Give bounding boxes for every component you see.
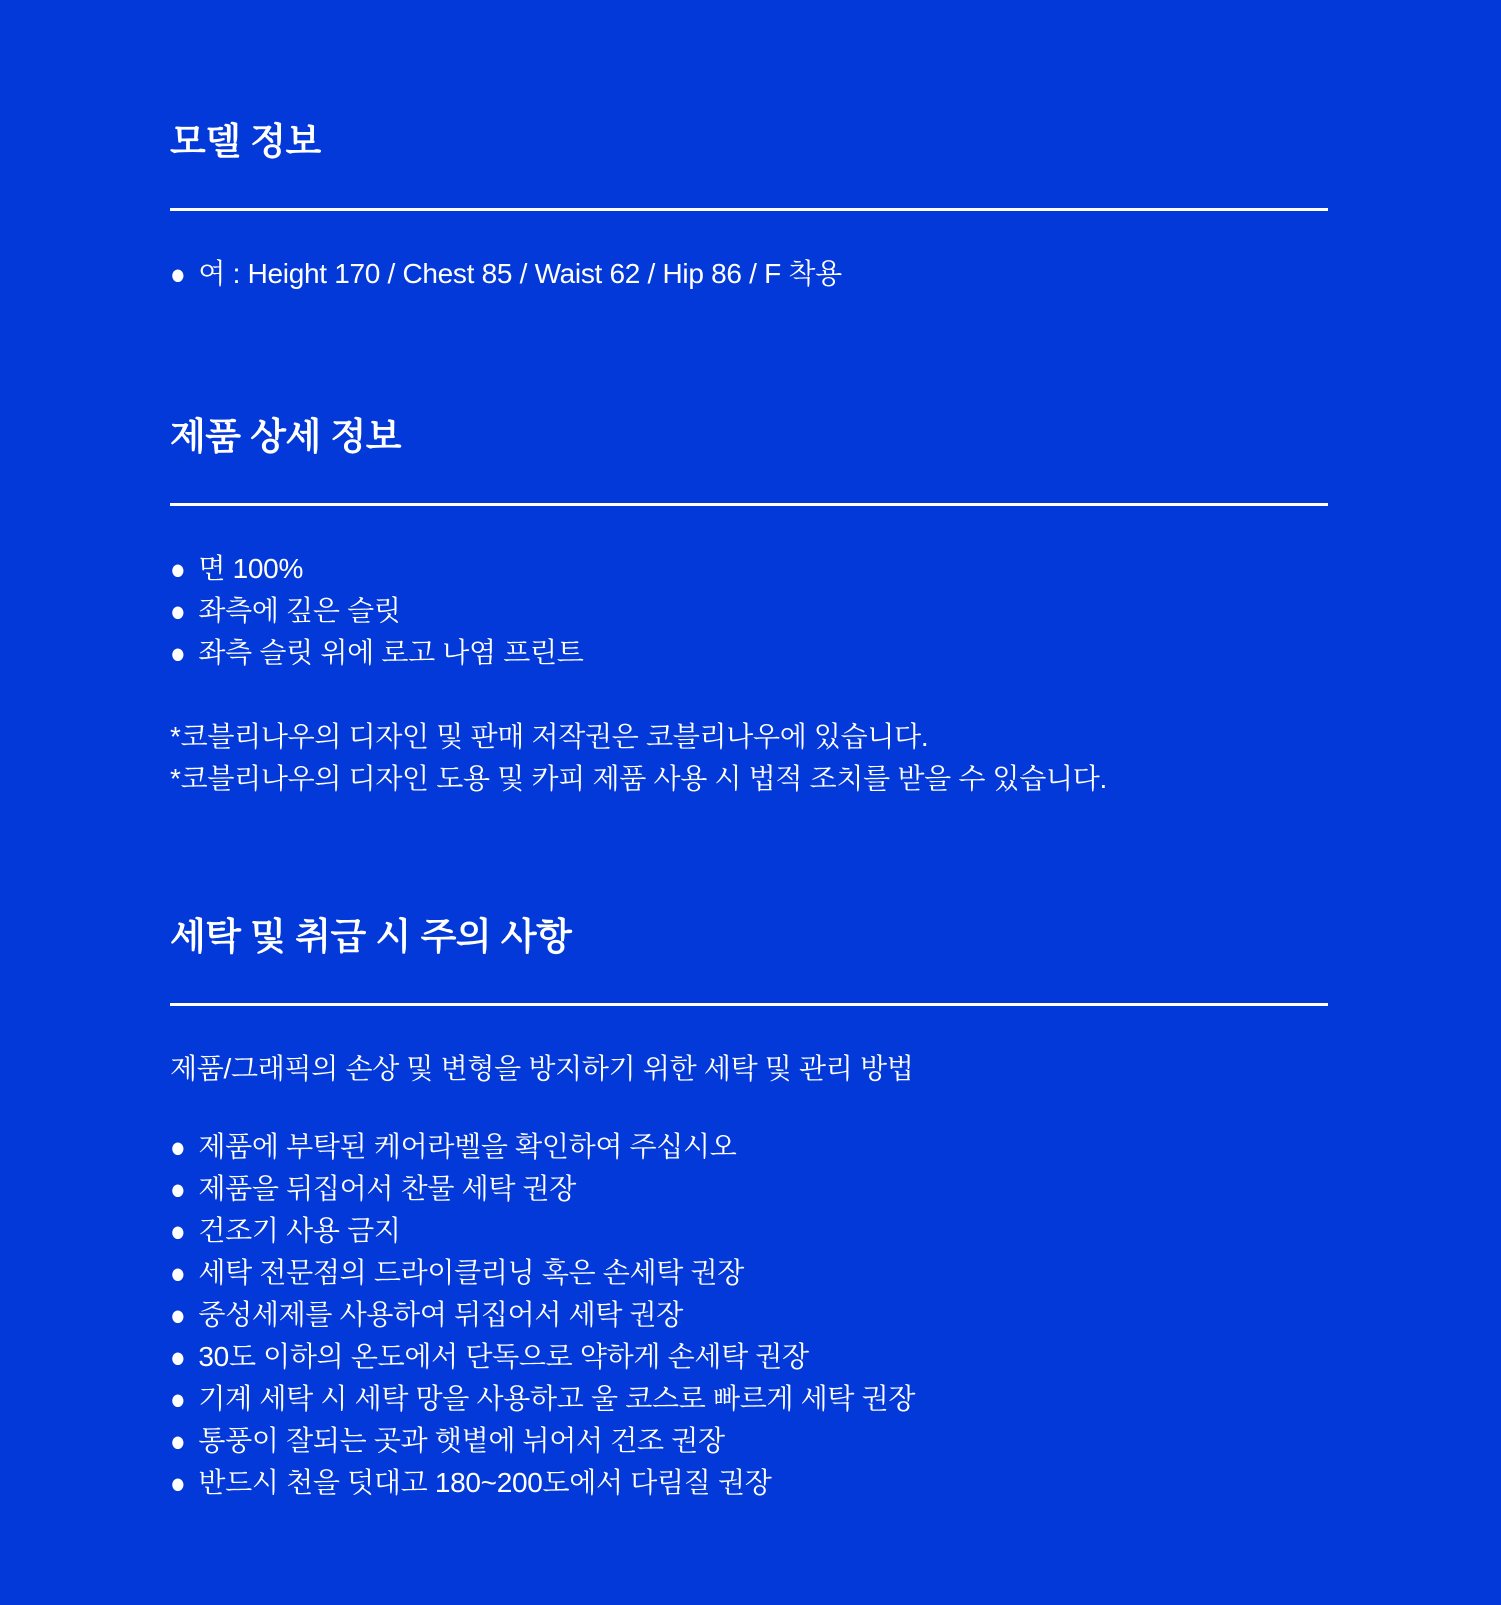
bullet-dot-icon: ● bbox=[170, 257, 186, 291]
hand-wash-temp-text: 30도 이하의 온도에서 단독으로 약하게 손세탁 권장 bbox=[198, 1341, 809, 1372]
bullet-dot-icon: ● bbox=[170, 1172, 186, 1206]
bullet-dot-icon: ● bbox=[170, 1214, 186, 1248]
bullet-dot-icon: ● bbox=[170, 1466, 186, 1500]
bullet-dot-icon: ● bbox=[170, 552, 186, 586]
copyright-notes bbox=[170, 716, 1328, 800]
fabric-text: 면 100% bbox=[198, 553, 304, 584]
section-care-instructions bbox=[170, 913, 1328, 1504]
list-item bbox=[170, 632, 1328, 674]
bullet-dot-icon: ● bbox=[170, 1382, 186, 1416]
bullet-dot-icon: ● bbox=[170, 1340, 186, 1374]
bullet-dot-icon: ● bbox=[170, 594, 186, 628]
copyright-note: *코블리나우의 디자인 및 판매 저작권은 코블리나우에 있습니다. bbox=[170, 721, 929, 752]
section-product-details bbox=[170, 413, 1328, 800]
neutral-detergent-text: 중성세제를 사용하여 뒤집어서 세탁 권장 bbox=[198, 1299, 684, 1330]
list-item bbox=[170, 1336, 1328, 1378]
no-dryer-text: 건조기 사용 금지 bbox=[198, 1215, 401, 1246]
list-item bbox=[170, 548, 1328, 590]
care-label-text: 제품에 부탁된 케어라벨을 확인하여 주십시오 bbox=[198, 1131, 737, 1162]
list-item bbox=[170, 1210, 1328, 1252]
section-model-info bbox=[170, 118, 1328, 295]
list-item bbox=[170, 1420, 1328, 1462]
list-item bbox=[170, 590, 1328, 632]
bullet-dot-icon: ● bbox=[170, 1130, 186, 1164]
drying-text: 통풍이 잘되는 곳과 햇볕에 뉘어서 건조 권장 bbox=[198, 1425, 725, 1456]
list-item bbox=[170, 1378, 1328, 1420]
divider bbox=[170, 503, 1328, 506]
dry-clean-text: 세탁 전문점의 드라이클리닝 혹은 손세탁 권장 bbox=[198, 1257, 745, 1288]
bullet-dot-icon: ● bbox=[170, 1256, 186, 1290]
divider bbox=[170, 1003, 1328, 1006]
care-intro-text: 제품/그래픽의 손상 및 변형을 방지하기 위한 세탁 및 관리 방법 bbox=[170, 1053, 914, 1084]
ironing-text: 반드시 천을 덧대고 180~200도에서 다림질 권장 bbox=[198, 1467, 772, 1498]
list-item bbox=[170, 1252, 1328, 1294]
list-item bbox=[170, 253, 1328, 295]
product-details-list bbox=[170, 548, 1328, 674]
list-item bbox=[170, 1126, 1328, 1168]
model-info-list bbox=[170, 253, 1328, 295]
model-info-title: 모델 정보 bbox=[170, 121, 321, 162]
list-item bbox=[170, 1462, 1328, 1504]
logo-print-text: 좌측 슬릿 위에 로고 나염 프린트 bbox=[198, 637, 584, 668]
model-measurements-text: 여 : Height 170 / Chest 85 / Waist 62 / Hip 86 / F 착용 bbox=[198, 258, 842, 289]
cold-wash-text: 제품을 뒤집어서 찬물 세탁 권장 bbox=[198, 1173, 577, 1204]
product-details-title: 제품 상세 정보 bbox=[170, 416, 402, 457]
divider bbox=[170, 208, 1328, 211]
care-instructions-title: 세탁 및 취급 시 주의 사항 bbox=[170, 916, 572, 957]
machine-wash-text: 기계 세탁 시 세탁 망을 사용하고 울 코스로 빠르게 세탁 권장 bbox=[198, 1383, 916, 1414]
bullet-dot-icon: ● bbox=[170, 1424, 186, 1458]
bullet-dot-icon: ● bbox=[170, 1298, 186, 1332]
bullet-dot-icon: ● bbox=[170, 636, 186, 670]
list-item bbox=[170, 1294, 1328, 1336]
copyright-warning-note: *코블리나우의 디자인 도용 및 카피 제품 사용 시 법적 조치를 받을 수 있습니다. bbox=[170, 763, 1108, 794]
slit-text: 좌측에 깊은 슬릿 bbox=[198, 595, 401, 626]
list-item bbox=[170, 1168, 1328, 1210]
care-instructions-list bbox=[170, 1126, 1328, 1504]
